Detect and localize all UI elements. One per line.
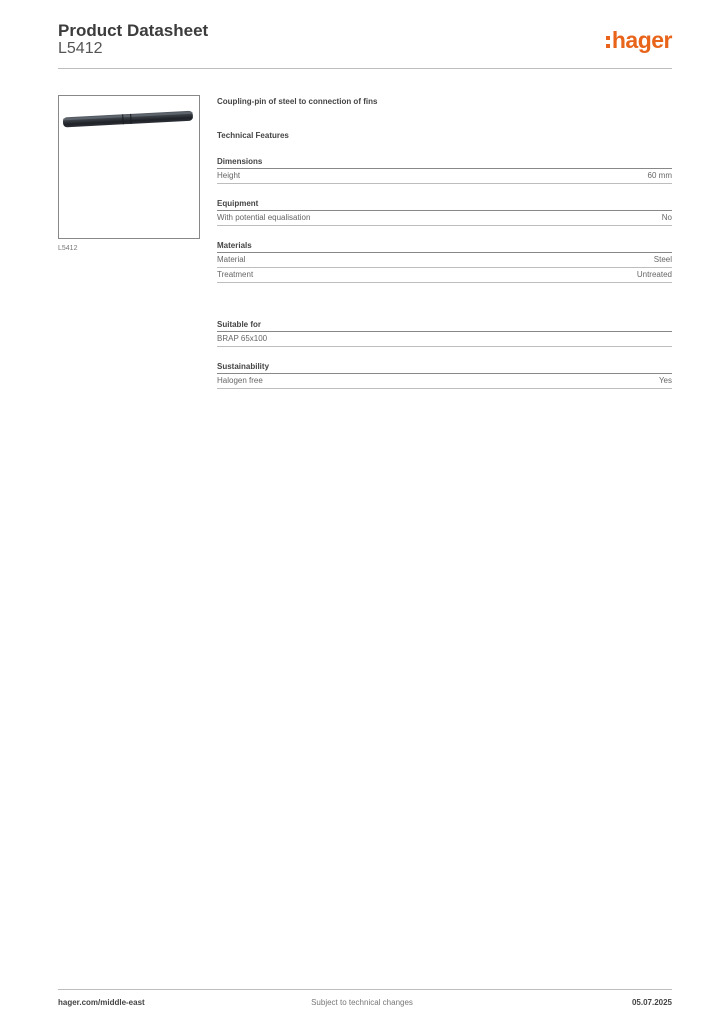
- footer-date: 05.07.2025: [631, 998, 672, 1007]
- spec-row: [217, 268, 672, 283]
- product-image: [58, 95, 200, 239]
- product-code: L5412: [58, 40, 103, 57]
- footer-divider: [58, 989, 672, 990]
- spec-row: [217, 253, 672, 268]
- product-description: Coupling-pin of steel to connection of fins: [217, 97, 378, 106]
- spec-value: No: [661, 213, 672, 222]
- spec-value: Steel: [653, 255, 672, 264]
- image-caption: L5412: [58, 245, 78, 252]
- technical-features-heading: Technical Features: [217, 131, 289, 140]
- logo-colon-icon: [606, 36, 610, 48]
- spec-value: Yes: [658, 376, 672, 385]
- section-title: Suitable for: [217, 319, 672, 332]
- product-details: [217, 96, 672, 389]
- coupling-pin-image: [59, 96, 199, 238]
- spec-row: [217, 211, 672, 226]
- section-title: Sustainability: [217, 361, 672, 374]
- section-title: Materials: [217, 240, 672, 253]
- footer-website-link[interactable]: hager.com/middle-east: [58, 998, 145, 1007]
- logo-text: hager: [611, 26, 672, 53]
- section-suitable-for: [217, 319, 672, 347]
- section-title: Equipment: [217, 198, 672, 211]
- spec-row: [217, 169, 672, 184]
- page-title: Product Datasheet: [58, 21, 209, 40]
- spec-row: [217, 374, 672, 389]
- spec-label: With potential equalisation: [217, 213, 311, 222]
- spec-row: [217, 332, 672, 347]
- footer-notice: Subject to technical changes: [311, 998, 413, 1007]
- spec-label: Treatment: [217, 270, 254, 279]
- hager-logo: [606, 26, 672, 54]
- section-title: Dimensions: [217, 156, 672, 169]
- section-equipment: [217, 198, 672, 226]
- section-sustainability: [217, 361, 672, 389]
- spec-label: Halogen free: [217, 376, 263, 385]
- spec-label: Height: [217, 171, 241, 180]
- section-dimensions: [217, 156, 672, 184]
- section-materials: [217, 240, 672, 283]
- spec-value: 60 mm: [647, 171, 672, 180]
- spec-label: Material: [217, 255, 246, 264]
- spec-label: BRAP 65x100: [217, 334, 268, 343]
- spec-value: Untreated: [636, 270, 672, 279]
- header-divider: [58, 68, 672, 69]
